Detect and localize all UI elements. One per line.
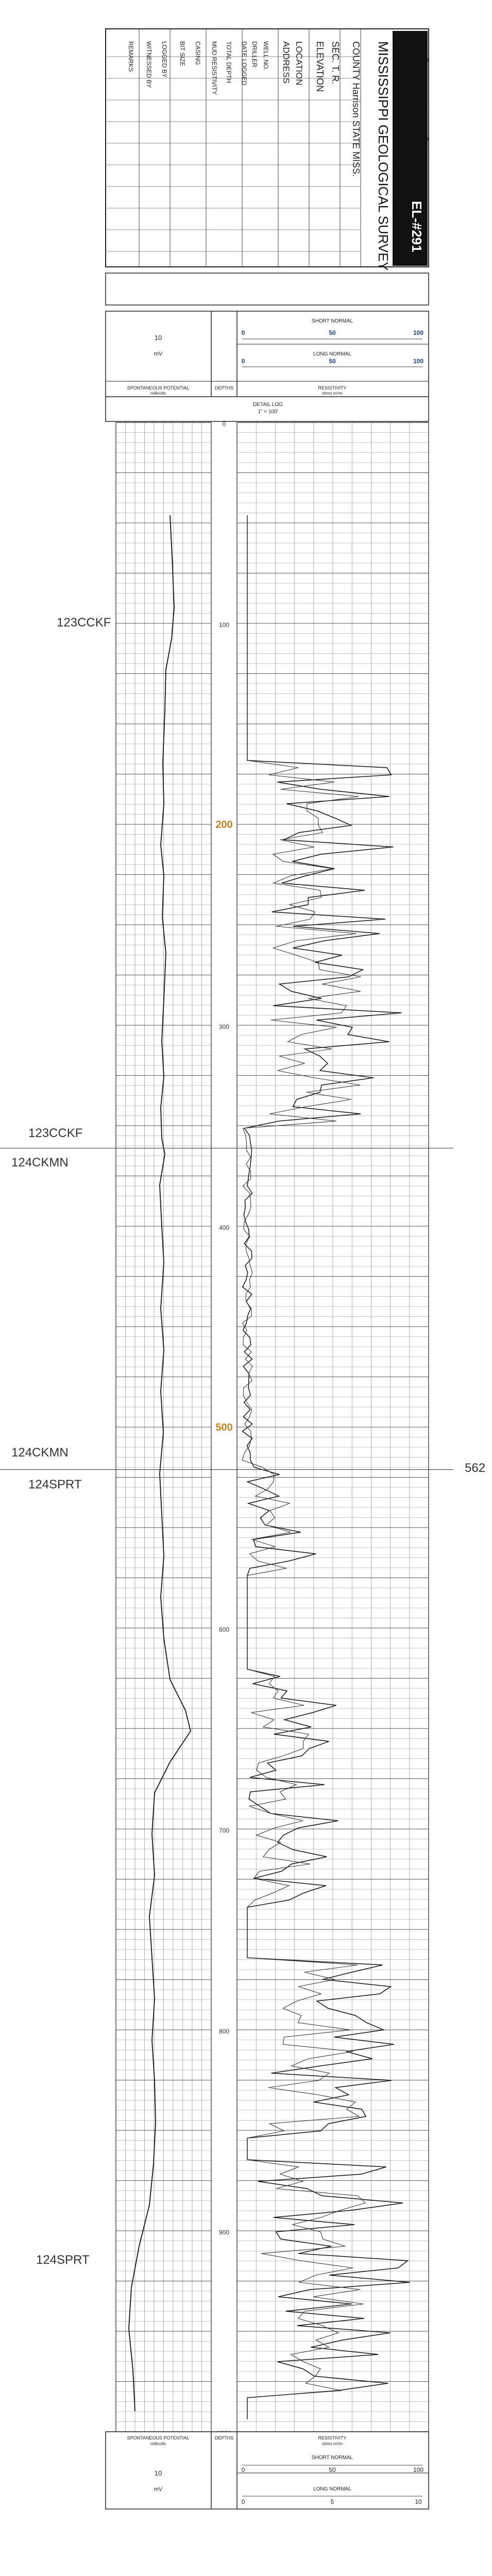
- long-normal-bottom: LONG NORMAL: [313, 2486, 351, 2492]
- annotation-124sprt-upper: 124SPRT: [28, 1478, 82, 1492]
- depth-label-500: 500: [215, 1422, 233, 1433]
- res-tick-ln-0: 0: [241, 358, 245, 365]
- res-unit-top: ohms m²/m: [322, 391, 343, 396]
- res-tick-bottom-ln-2: 10: [415, 2498, 422, 2505]
- county-label: COUNTY Harrison STATE MISS.: [351, 41, 361, 177]
- detail-log-label: DETAIL LOG: [253, 402, 283, 408]
- sp-unit2-bottom: millivolts: [150, 2442, 166, 2446]
- annotation-124ckmn-lower: 124CKMN: [11, 1446, 69, 1460]
- depth-labels: [215, 420, 232, 2437]
- depth-label-300: 300: [218, 1023, 230, 1030]
- location-label: LOCATION: [294, 41, 304, 86]
- res-tick-sn-1: 50: [329, 329, 336, 336]
- header-field-8: LOGGED BY: [161, 41, 168, 78]
- res-tick-bottom-sn-2: 100: [413, 2466, 424, 2473]
- short-normal-top: SHORT NORMAL: [311, 318, 353, 324]
- header-field-2: DRILLER: [251, 41, 258, 67]
- sp-unit-bottom: mV: [154, 2486, 163, 2493]
- log-title: Electrical Log: [407, 41, 431, 188]
- log-number: EL-#291: [409, 201, 425, 252]
- res-tick-ln-2: 100: [413, 358, 424, 365]
- header-field-3: DATE LOGGED: [241, 41, 248, 86]
- header-field-7: BIT SIZE: [179, 41, 186, 66]
- depth-label-700: 700: [218, 1827, 230, 1834]
- annotation-depth-562: 562: [465, 1461, 486, 1475]
- depth-label-100: 100: [218, 621, 230, 629]
- sp-unit2-top: millivolts: [150, 391, 166, 396]
- boundary-line-ckmn-sprt: [0, 1469, 453, 1470]
- long-normal-top: LONG NORMAL: [313, 351, 351, 357]
- res-title-bottom: RESISTIVITY: [318, 2435, 347, 2441]
- annotation-124sprt-lower: 124SPRT: [36, 2253, 90, 2267]
- depth-label-600: 600: [218, 1626, 230, 1633]
- elevation-label: ELEVATION: [315, 41, 325, 92]
- res-tick-bottom-sn-0: 0: [241, 2466, 245, 2473]
- depth-title-bottom: DEPTHS: [214, 2435, 234, 2441]
- agency-name: MISSISSIPPI GEOLOGICAL SURVEY: [376, 41, 391, 271]
- header-field-9: WITNESSED BY: [145, 41, 152, 88]
- header-field-4: TOTAL DEPTH: [225, 41, 232, 83]
- sp-scale-top: 10: [154, 334, 162, 342]
- res-tick-bottom-ln-1: 5: [330, 2498, 334, 2505]
- annotation-124ckmn-upper: 124CKMN: [11, 1156, 69, 1170]
- res-title-top: RESISTIVITY: [318, 385, 347, 391]
- header-field-1: WELL NO.: [262, 41, 269, 71]
- remarks-band: [106, 273, 429, 305]
- depth-label-400: 400: [218, 1224, 230, 1231]
- sp-curve: [129, 515, 191, 2411]
- res-tick-bottom-ln-0: 0: [241, 2498, 245, 2505]
- sp-title-top: SPONTANEOUS POTENTIAL: [127, 385, 190, 391]
- res-tick-sn-0: 0: [241, 329, 245, 336]
- header-field-5: MUD RESISTIVITY: [211, 41, 218, 95]
- header-field-6: CASING: [194, 41, 201, 65]
- annotation-123cckf-lower: 123CCKF: [28, 1126, 83, 1140]
- sp-title-bottom: SPONTANEOUS POTENTIAL: [127, 2435, 190, 2441]
- depth-label-0: 0: [222, 420, 226, 428]
- header-field-10: REMARKS: [127, 41, 134, 72]
- annotation-123cckf-upper: 123CCKF: [57, 616, 111, 630]
- res-unit-bottom: ohms m²/m: [322, 2442, 343, 2446]
- res-tick-sn-2: 100: [413, 329, 424, 336]
- address-label: ADDRESS: [281, 41, 291, 84]
- depth-label-800: 800: [218, 2028, 230, 2035]
- sp-scale-bottom: 10: [154, 2469, 162, 2477]
- res-tick-ln-1: 50: [329, 358, 336, 365]
- res-tick-bottom-sn-1: 50: [329, 2466, 336, 2473]
- sp-unit-top: mV: [154, 351, 163, 357]
- sec-label: SEC. T. R.: [330, 41, 341, 84]
- depth-label-200: 200: [215, 819, 233, 831]
- depth-title-top: DEPTHS: [214, 385, 234, 391]
- short-normal-bottom: SHORT NORMAL: [311, 2455, 353, 2461]
- depth-label-900: 900: [218, 2229, 230, 2236]
- detail-scale-label: 1" = 100': [258, 409, 278, 415]
